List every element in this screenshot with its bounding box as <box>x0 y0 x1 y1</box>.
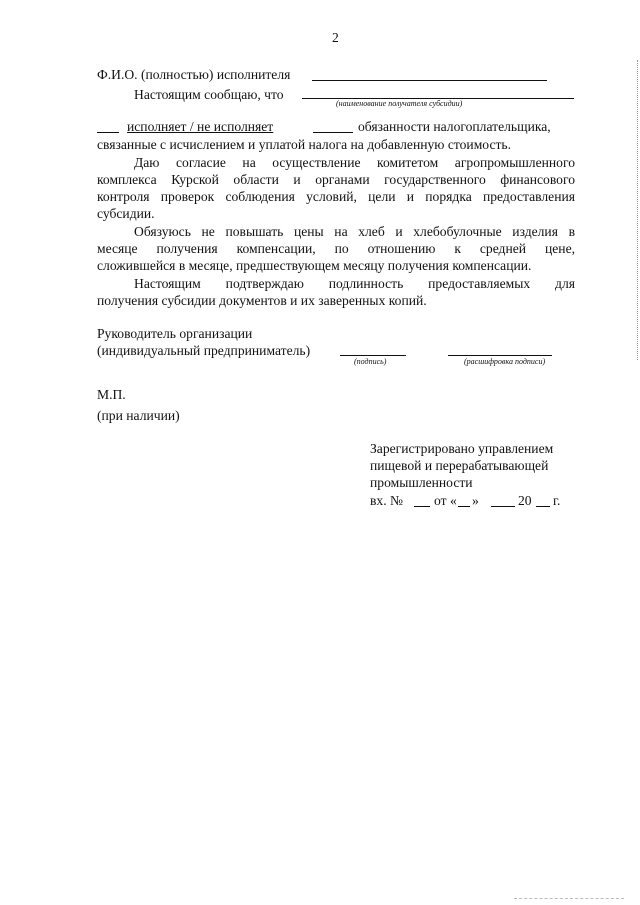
reg-close: » <box>472 493 479 508</box>
reg-year-blank <box>536 506 550 507</box>
decode-line <box>448 355 552 356</box>
status-text-rest: обязанности налогоплательщика, <box>358 119 551 134</box>
status-blank-left <box>97 132 119 133</box>
confirm-line-2: получения субсидии документов и их заверенных копий. <box>97 293 427 308</box>
obligation-line-3: сложившейся в месяце, предшествующем месяцу получения компенсации. <box>97 258 532 273</box>
decode-caption: (расшифровка подписи) <box>464 357 546 366</box>
reg-day-blank <box>458 506 470 507</box>
head-label-1: Руководитель организации <box>97 326 253 341</box>
reg-month-blank <box>491 506 515 507</box>
signature-line <box>340 355 406 356</box>
obligation-line-1: Обязуюсь не повышать цены на хлеб и хлебобулочные изделия в <box>134 224 575 239</box>
seal-note: (при наличии) <box>97 408 180 423</box>
registered-line-2: пищевой и перерабатывающей <box>370 458 549 473</box>
registered-line-3: промышленности <box>370 475 473 490</box>
report-label: Настоящим сообщаю, что <box>134 87 284 102</box>
vat-text: связанные с исчислением и уплатой налога на добавленную стоимость. <box>97 137 512 152</box>
page-number: 2 <box>332 30 339 45</box>
reg-prefix: вх. № <box>370 493 403 508</box>
consent-line-4: субсидии. <box>97 206 155 221</box>
confirm-line-1: Настоящим подтверждаю подлинность предоставляемых для <box>134 276 575 291</box>
reg-year: 20 <box>518 493 532 508</box>
fio-blank-line <box>312 80 547 81</box>
scan-edge-artifact <box>637 60 638 360</box>
consent-line-2: комплекса Курской области и органами государственного финансового <box>97 172 575 187</box>
seal-label: М.П. <box>97 387 126 402</box>
consent-line-3: контроля проверок соблюдения условий, цели и порядка предоставления <box>97 189 575 204</box>
status-fill: исполняет / не исполняет <box>127 119 274 134</box>
reg-suffix: г. <box>553 493 561 508</box>
obligation-line-2: месяце получения компенсации, по отношению к средней цене, <box>97 241 575 256</box>
reg-from: от « <box>434 493 457 508</box>
recipient-caption: (наименование получателя субсидии) <box>336 99 463 108</box>
fio-label: Ф.И.О. (полностью) исполнителя <box>97 67 291 82</box>
registered-line-1: Зарегистрировано управлением <box>370 441 554 456</box>
signature-caption: (подпись) <box>354 357 387 366</box>
scan-footer-artifact <box>514 898 624 899</box>
head-label-2: (индивидуальный предприниматель) <box>97 343 311 358</box>
reg-number-blank <box>414 506 430 507</box>
status-blank-right <box>313 132 353 133</box>
consent-line-1: Даю согласие на осуществление комитетом агропромышленного <box>134 155 575 170</box>
